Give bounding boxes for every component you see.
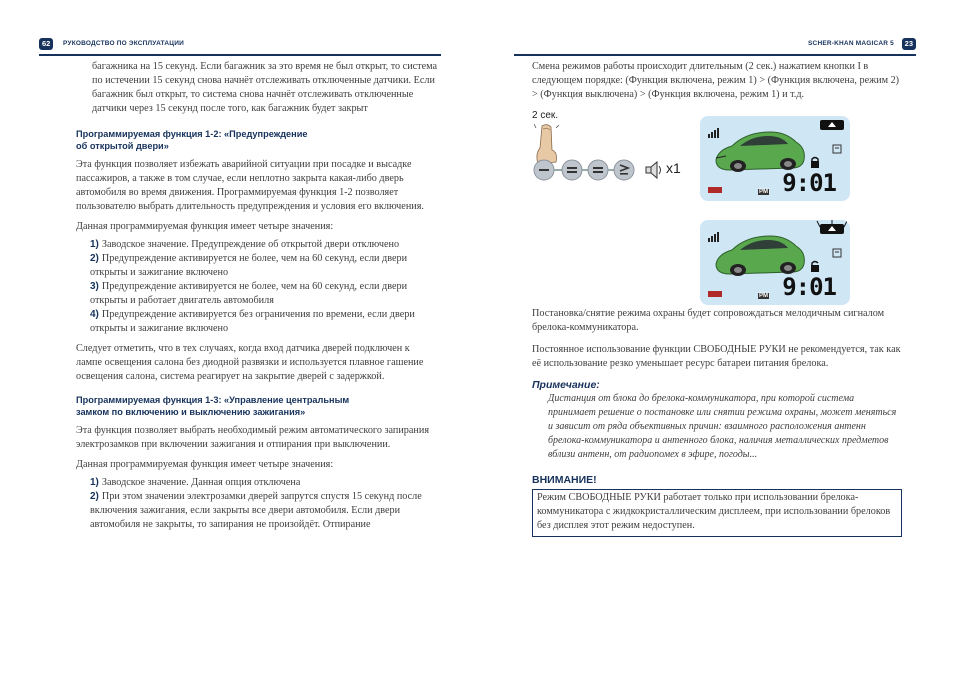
minus-button-icon — [534, 160, 554, 180]
clock-display: 9:01 — [782, 273, 836, 301]
pm-indicator: PM — [759, 189, 768, 195]
list-item: 3) Предупреждение активируется не более, чем на 60 секунд, если двери открыты и работает двигатель автомобиля — [90, 281, 408, 306]
unlock-icon — [810, 260, 820, 272]
function-1-2-footnote: Следует отметить, что в тех случаях, когда вход датчика дверей подключен к лампе освещения салона без диодной развязки и используется плавное гашение освещения салона, система реагирует на закрытие дверей с задержкой. — [76, 343, 424, 382]
keyfob-lcd-screen-armed — [700, 116, 850, 201]
door-icon — [832, 248, 842, 258]
keyfob-figure — [530, 110, 860, 305]
door-icon — [832, 144, 842, 154]
function-1-3-values-list — [76, 476, 438, 532]
running-header-right: SCHER-KHAN MAGICAR 5 — [808, 40, 894, 47]
function-1-3-values-intro: Данная программируемая функция имеет четыре значения: — [76, 459, 334, 470]
arm-arrow-icon — [820, 120, 844, 130]
running-header-left: РУКОВОДСТВО ПО ЭКСПЛУАТАЦИИ — [63, 40, 184, 47]
intro-paragraph: багажника на 15 секунд. Если багажник за это время не был открыт, то система по истечении 15 секунд снова начнёт отслеживать отключенные датчики. Если багажник был открыт, то система снова начнёт отслеживать отключенные датчики через 15 секунд после того, как багажник будет закрыт — [92, 61, 438, 114]
function-1-2-heading: Программируемая функция 1-2: «Предупреждение об открытой двери» — [76, 129, 308, 151]
function-1-2-values-list — [76, 238, 438, 336]
list-item: 2) При этом значении электрозамки дверей запрутся спустя 15 секунд после включения зажигания, если закрыты все двери автомобиля. Если двери автомобиля не закрыты, то запирания не произойдёт. Отпирание — [90, 491, 422, 530]
function-1-3-description: Эта функция позволяет выбрать необходимый режим автоматического запирания электрозамков при включении зажигания и отпирания при выключении. — [76, 425, 430, 450]
function-1-2-values-intro: Данная программируемая функция имеет четыре значения: — [76, 221, 334, 232]
press-duration-label: 2 сек. — [532, 110, 559, 121]
note-heading: Примечание: — [532, 379, 600, 391]
speaker-icon — [644, 160, 664, 180]
blink-rays-icon — [816, 220, 848, 228]
left-page — [76, 60, 438, 532]
list-item: 1) Заводское значение. Данная опция отключена — [90, 477, 301, 488]
equals-button-icon — [562, 160, 582, 180]
page-number-right: 23 — [902, 38, 916, 50]
warning-box — [532, 489, 902, 537]
function-1-3-heading: Программируемая функция 1-3: «Управление центральным замком по включению и выключению зажигания» — [76, 395, 350, 417]
list-item: 1) Заводское значение. Предупреждение об открытой двери отключено — [90, 239, 400, 250]
melody-paragraph: Постановка/снятие режима охраны будет сопровождаться мелодичным сигналом брелока-коммуникатора. — [532, 308, 885, 333]
warning-text: Режим СВОБОДНЫЕ РУКИ работает только при использовании брелока-коммуникатора с жидкокристаллическим дисплеем, при использовании брелоков без дисплея этот режим недоступен. — [537, 492, 891, 531]
clock-display: 9:01 — [782, 169, 836, 197]
page-number-left: 62 — [39, 38, 53, 50]
function-1-2-description: Эта функция позволяет избежать аварийной ситуации при посадке и высадке пассажиров, а также в том случае, если неплотно закрыта какая-либо дверь автомобиля во время движения. Программируемая функция 1-2 позволяет пользователю выбрать длительность предупреждения и условия его включения. — [76, 159, 424, 212]
warning-heading: ВНИМАНИЕ! — [532, 474, 597, 486]
beep-count-label: x1 — [666, 160, 681, 176]
keyfob-lcd-screen-disarmed — [700, 220, 850, 305]
list-item: 2) Предупреждение активируется не более, чем на 60 секунд, если двери открыты и зажигание включено — [90, 253, 408, 278]
greater-equal-button-icon — [614, 160, 634, 180]
lock-icon — [810, 156, 820, 168]
mode-change-paragraph: Смена режимов работы происходит длительным (2 сек.) нажатием кнопки I в следующем порядке: (Функция включена, режим 1) > (Функция включена, режим 2) > (Функция выключена) > (Функция включена, режим 1) и т.д. — [532, 61, 900, 100]
battery-paragraph: Постоянное использование функции СВОБОДНЫЕ РУКИ не рекомендуется, так как её использование резко уменьшает ресурс батареи питания брелока. — [532, 344, 901, 369]
note-text: Дистанция от блока до брелока-коммуникатора, при которой система принимает решение о постановке или снятии режима охраны, может меняться и зависит от ряда объективных причин: взаимного расположения антенн брелока-коммуникатора и антенного блока, наличия металлических предметов вблизи антенн, от радиопомех в эфире, погоды... — [548, 393, 897, 460]
keyfob-buttons — [532, 158, 640, 182]
list-item: 4) Предупреждение активируется без ограничения по времени, если двери открыты и зажигание включено — [90, 309, 415, 334]
alarm-indicator — [708, 187, 722, 193]
pm-indicator: PM — [759, 293, 768, 299]
header-rule-right — [514, 54, 916, 56]
header-rule-left — [39, 54, 441, 56]
right-page-body — [532, 307, 902, 537]
equals-button-icon — [588, 160, 608, 180]
alarm-indicator — [708, 291, 722, 297]
right-page-intro — [532, 60, 902, 108]
